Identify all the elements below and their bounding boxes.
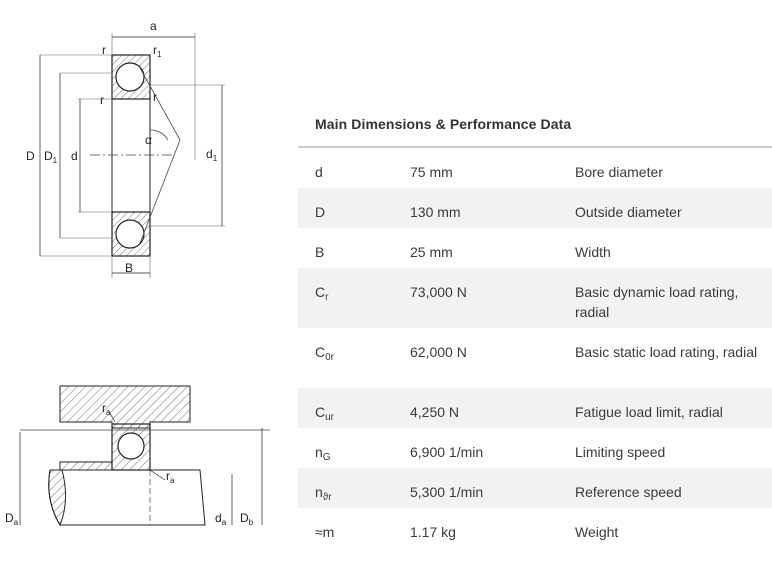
- label-r-left: r: [100, 93, 104, 107]
- row-symbol: B: [315, 244, 325, 260]
- table-row: [298, 148, 772, 188]
- label-Da: $D_a$: [5, 511, 19, 527]
- row-description: Bore diameter: [575, 164, 663, 180]
- row-value: 5,300 1/min: [410, 484, 484, 500]
- table-row: [298, 468, 772, 508]
- row-value: 1.17 kg: [410, 524, 456, 540]
- spec-table: [298, 146, 772, 548]
- table-row: [298, 268, 772, 328]
- row-symbol: $C_{ur}$: [315, 404, 335, 423]
- label-r1: $r_1$: [153, 43, 162, 59]
- row-value: 25 mm: [410, 244, 453, 260]
- bearing-cross-section-drawing: [0, 0, 300, 290]
- row-value: 62,000 N: [410, 344, 467, 360]
- row-description: Limiting speed: [575, 444, 666, 460]
- row-description: Fatigue load limit, radial: [575, 404, 723, 420]
- table-row: [298, 328, 772, 388]
- mounting-dimensions-drawing: [0, 370, 300, 579]
- row-description: Width: [575, 244, 611, 260]
- table-row: [298, 428, 772, 468]
- lower-ball: [116, 220, 144, 248]
- label-Db: $D_b$: [240, 511, 254, 527]
- table-row: [298, 508, 772, 548]
- row-value: 130 mm: [410, 204, 461, 220]
- label-D1: $D_1$: [44, 149, 58, 165]
- housing-section: [60, 386, 190, 428]
- row-symbol: $n_G$: [315, 444, 331, 463]
- table-row: [298, 228, 772, 268]
- row-value: 4,250 N: [410, 404, 460, 420]
- label-r-top: r: [102, 43, 106, 57]
- bearing-ball: [118, 433, 144, 459]
- table-title: Main Dimensions & Performance Data: [315, 116, 572, 132]
- table-row: [298, 388, 772, 428]
- label-ra-bottom: $r_a$: [166, 469, 175, 485]
- row-description: Outside diameter: [575, 204, 682, 220]
- upper-ball: [116, 63, 144, 91]
- row-symbol: $C_r$: [315, 284, 329, 303]
- row-description: Basic static load rating, radial: [575, 344, 758, 360]
- label-da: $d_a$: [215, 511, 227, 527]
- row-symbol: d: [315, 164, 323, 180]
- row-symbol: ≈m: [315, 524, 335, 540]
- label-d1: $d_1$: [206, 147, 218, 163]
- label-d: d: [71, 149, 78, 163]
- row-description: Basic dynamic load rating, radial: [575, 284, 739, 320]
- row-value: 6,900 1/min: [410, 444, 484, 460]
- row-value: 73,000 N: [410, 284, 467, 300]
- label-D: D: [26, 149, 35, 163]
- row-value: 75 mm: [410, 164, 453, 180]
- label-ra-top: $r_a$: [102, 401, 111, 417]
- row-description: Reference speed: [575, 484, 682, 500]
- label-alpha: α: [145, 133, 152, 147]
- row-symbol: $n_{ϑr}$: [315, 484, 332, 503]
- row-symbol: D: [315, 204, 326, 220]
- table-row: [298, 188, 772, 228]
- label-B: B: [125, 261, 134, 275]
- label-a: a: [150, 19, 157, 33]
- row-symbol: $C_{0r}$: [315, 344, 335, 363]
- row-description: Weight: [575, 524, 619, 540]
- label-r-right: r: [153, 90, 157, 104]
